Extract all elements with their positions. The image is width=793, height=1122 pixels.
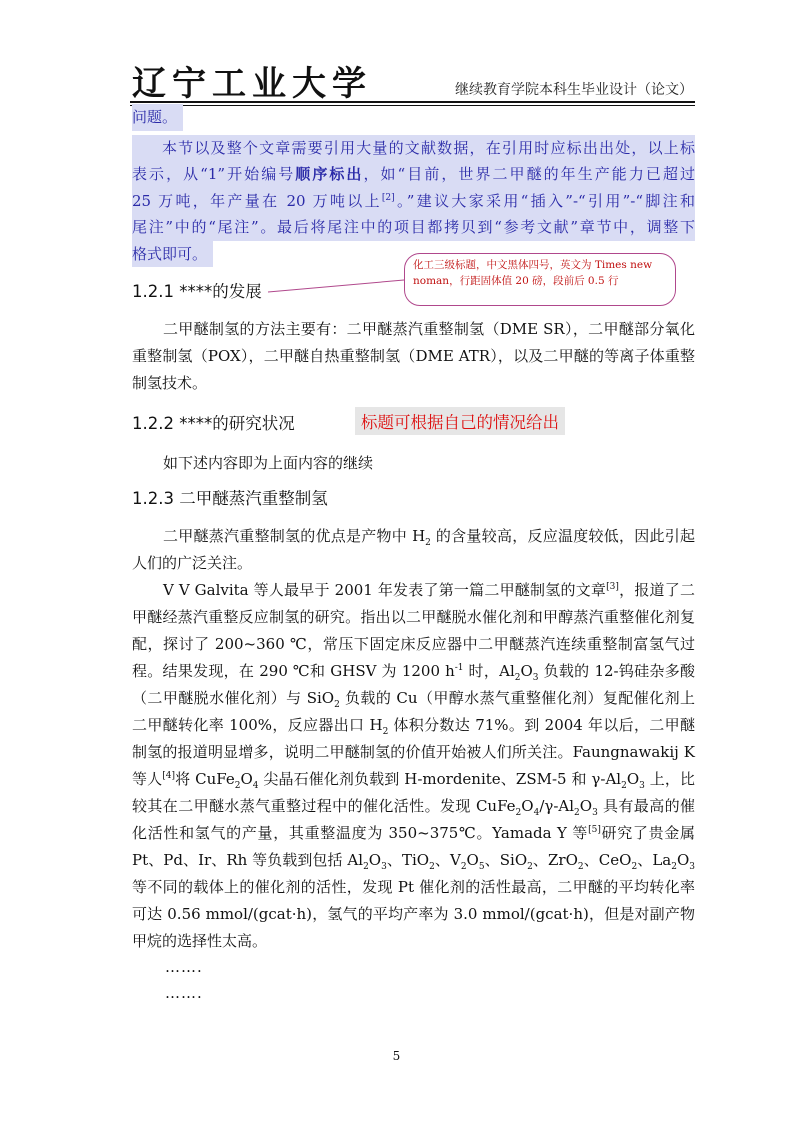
subscript: 4 [533, 808, 540, 818]
heading-note-tag: 标题可根据自己的情况给出 [355, 407, 565, 435]
guide-line: 问题。 [132, 104, 183, 131]
subscript: 2 [574, 808, 580, 818]
text-run: 等不同的载体上的催化剂的活性，发现 Pt 催化剂的活性最高，二甲醚的平均转化率可达 0.56 mmol/(gcat·h)，氢气的平均产率为 3.0 mmol/(gcat·h)，但是对副产物甲烷的选择性太高。 [132, 878, 695, 950]
text-run: O [240, 770, 253, 788]
text-run: 尖晶石催化剂负载到 H-mordenite、ZSM-5 和 γ-Al [258, 770, 622, 788]
text-run: 、TiO [386, 851, 430, 869]
section-1-2-3-body [132, 523, 695, 955]
subscript: 3 [381, 862, 387, 872]
subscript: 3 [689, 862, 696, 872]
paragraph [132, 523, 695, 577]
text-run: 、SiO [484, 851, 528, 869]
section-1-2-1-body [132, 316, 695, 397]
subscript: 2 [429, 862, 435, 872]
text-run: 负载的 Cu（甲醇水蒸气重整催化剂）复配催化剂上二甲醚转化率 100%，反应器出口 H [132, 689, 695, 734]
citation: [2] [381, 192, 395, 203]
guide-line: 格式即可。 [132, 241, 213, 268]
text-run: 研究了贵金属 Pt、Pd、Ir、Rh 等负载到包括 Al [132, 824, 695, 869]
subscript: 2 [514, 673, 521, 683]
subscript: 2 [363, 862, 369, 872]
guide-text: 25 万吨，年产量在 20 万吨以上 [132, 191, 382, 210]
text-run: 负载的 12-钨硅杂多酸（二甲醚脱水催化剂）与 SiO [132, 662, 695, 707]
text-run: O [368, 851, 382, 869]
subscript: 2 [382, 727, 389, 737]
text-run: O [626, 770, 640, 788]
page-number: 5 [392, 1049, 401, 1063]
text-run: 具有最高的催化活性和氢气的产量，其重整温度为 350~375℃。Yamada Y 等 [132, 797, 695, 842]
guide-text: 。”建议大家采用“插入”-“引用”-“脚注和 [394, 191, 695, 210]
guide-bold-text: 顺序标出 [295, 165, 364, 183]
subscript: 2 [425, 538, 431, 548]
section-heading-1-2-1: 1.2.1 ****的发展 [132, 282, 262, 301]
subscript: 3 [532, 673, 539, 683]
section-1-2-2-body [132, 450, 695, 477]
subscript: 2 [460, 862, 467, 872]
text-run: O [579, 797, 593, 815]
comment-text: 化工三级标题，中文黑体四号，英文为 Times new [413, 259, 653, 271]
subscript: 2 [515, 808, 522, 818]
text-run: V V Galvita 等人最早于 2001 年发表了第一篇二甲醚制氢的文章 [163, 581, 607, 599]
text-run: 、V [434, 851, 461, 869]
guide-text: ，如“目前，世界二甲醚的年生产能力已超过 [363, 165, 695, 183]
text-run: ，报道了二甲醚经蒸汽重整反应制氢的研究。指出以二甲醚脱水催化剂和甲醇蒸汽重整催化剂复配，探讨了 200~360 ℃，常压下固定床反应器中二甲醚蒸汽连续重整制富氢气过程。结果发现，在 290 ℃和 GHSV 为 1200 h [132, 581, 695, 680]
comment-text: noman，行距固体值 20 磅，段前后 0.5 行 [413, 275, 619, 287]
section-heading-1-2-2: 1.2.2 ****的研究状况 [132, 414, 295, 433]
text-run: 将 CuFe [174, 770, 235, 788]
text-run: O [676, 851, 690, 869]
guide-text: 本节以及整个文章需要引用大量的文献数据，在引用时应标出出处，以上标 [162, 138, 695, 157]
ellipsis-line: ……. [165, 958, 203, 976]
text-run: 体积分数达 71%。到 2004 年以后，二甲醚制氢的报道明显增多，说明二甲醚制氢的价值开始被人们所关注。Faungnawakij K 等人 [132, 716, 695, 788]
text-run: 上，比较其在二甲醚水蒸气重整过程中的催化活性。发现 CuFe [132, 770, 695, 815]
subscript: 2 [334, 700, 340, 710]
text-run: 、CeO [583, 851, 632, 869]
text-run: 的含量较高，反应温度较低，因此引起人们的广泛关注。 [132, 527, 695, 572]
ellipsis-line: ……. [165, 984, 203, 1002]
subscript: 5 [478, 862, 485, 872]
text-run: O [520, 662, 533, 680]
paragraph: 二甲醚制氢的方法主要有：二甲醚蒸汽重整制氢（DME SR），二甲醚部分氧化重整制氢（POX），二甲醚自热重整制氢（DME ATR），以及二甲醚的等离子体重整制氢技术。 [132, 320, 695, 392]
subscript: 2 [631, 862, 638, 872]
subscript: 3 [639, 781, 645, 791]
paragraph [132, 577, 695, 955]
text-run: 二甲醚蒸汽重整制氢的优点是产物中 H [163, 527, 426, 545]
superscript: -1 [454, 663, 464, 673]
subscript: 4 [252, 781, 259, 791]
section-heading-1-2-3: 1.2.3 二甲醚蒸汽重整制氢 [132, 489, 328, 508]
text-run: 、La [637, 851, 672, 869]
text-run: 、ZrO [532, 851, 578, 869]
paragraph: 如下述内容即为上面内容的继续 [163, 454, 374, 472]
header-title: 继续教育学院本科生毕业设计（论文） [455, 82, 693, 98]
guide-text: 表示，从“1”开始编号 [132, 165, 296, 183]
citation: [4] [162, 771, 175, 781]
subscript: 2 [577, 862, 584, 872]
citation: [3] [606, 582, 619, 592]
text-run: O [521, 797, 534, 815]
text-run: 时，Al [463, 662, 515, 680]
guide-text: 尾注”中的“尾注”。最后将尾注中的项目都拷贝到“参考文献”章节中，调整下 [132, 218, 695, 236]
subscript: 3 [592, 808, 598, 818]
text-run: O [466, 851, 479, 869]
citation: [5] [588, 825, 601, 835]
subscript: 2 [527, 862, 533, 872]
text-run: /γ-Al [539, 797, 575, 815]
comment-bubble[interactable] [404, 253, 676, 306]
subscript: 2 [621, 781, 627, 791]
subscript: 2 [234, 781, 241, 791]
subscript: 2 [671, 862, 677, 872]
university-logo: 辽宁工业大学 [132, 64, 372, 104]
